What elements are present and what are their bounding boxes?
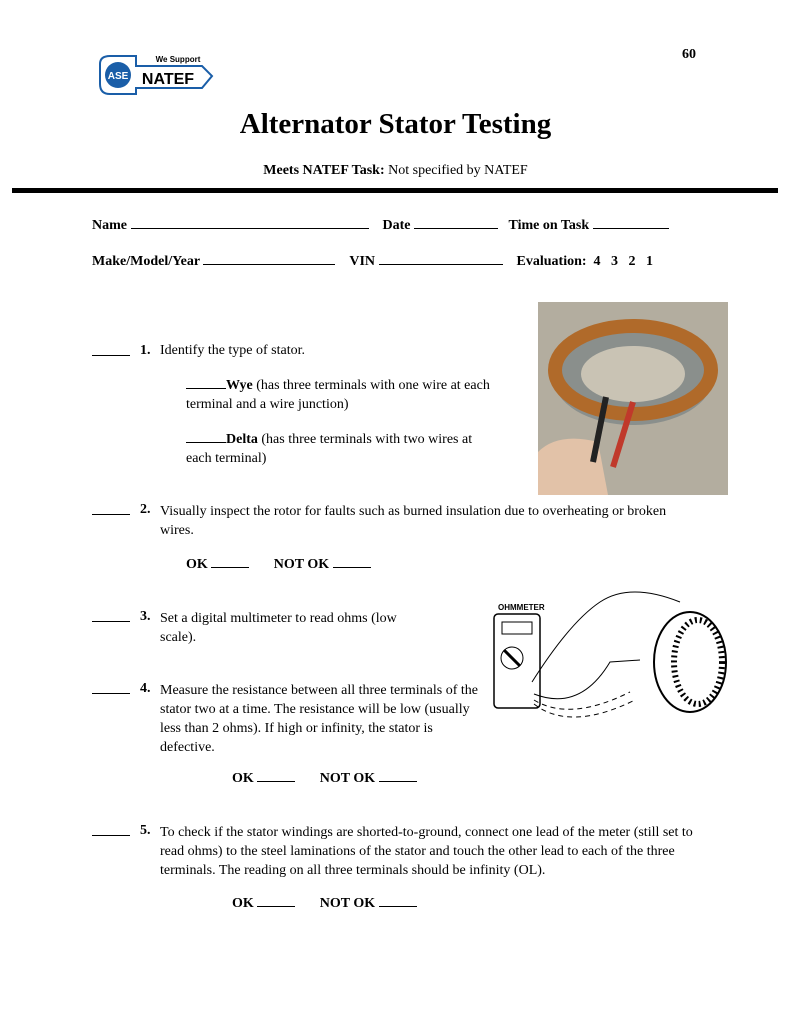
item-3-check[interactable] bbox=[92, 609, 130, 622]
score-2[interactable]: 2 bbox=[628, 254, 636, 269]
item-1-number: 1. bbox=[140, 343, 151, 358]
svg-text:We Support: We Support bbox=[155, 55, 201, 64]
ok-label: OK bbox=[232, 896, 254, 911]
item-2-text: Visually inspect the rotor for faults such as burned insulation due to overheating or broken wires. bbox=[160, 504, 667, 538]
make-field[interactable] bbox=[203, 252, 335, 265]
svg-text:NATEF: NATEF bbox=[141, 71, 195, 88]
item-3 bbox=[92, 609, 472, 645]
page-number: 60 bbox=[682, 47, 696, 62]
ok-check[interactable] bbox=[257, 769, 295, 782]
logo bbox=[96, 44, 216, 102]
not-ok-label: NOT OK bbox=[273, 557, 330, 572]
item-5-text: To check if the stator windings are shorted-to-ground, connect one lead of the meter (still set to read ohms) to the steel laminations of the stator and touch the other lead to each of the three terminals. The reading on all three terminals should be infinity (OL). bbox=[160, 825, 693, 878]
divider bbox=[12, 188, 778, 193]
task-label: Meets NATEF Task: bbox=[263, 163, 385, 178]
ok-check[interactable] bbox=[257, 894, 295, 907]
item-2-check[interactable] bbox=[92, 502, 130, 515]
header-row-1 bbox=[92, 216, 669, 234]
evaluation-label: Evaluation: bbox=[516, 254, 587, 269]
make-label: Make/Model/Year bbox=[92, 254, 200, 269]
date-field[interactable] bbox=[414, 216, 498, 229]
ok-label: OK bbox=[232, 771, 254, 786]
time-label: Time on Task bbox=[508, 218, 590, 233]
score-4[interactable]: 4 bbox=[593, 254, 601, 269]
ok-label: OK bbox=[186, 557, 208, 572]
delta-check[interactable] bbox=[186, 430, 226, 443]
name-label: Name bbox=[92, 218, 127, 233]
delta-desc: (has three terminals with two wires at each terminal) bbox=[186, 432, 473, 466]
not-ok-check[interactable] bbox=[333, 555, 371, 568]
item-3-text: Set a digital multimeter to read ohms (low scale). bbox=[160, 611, 397, 645]
item-2-number: 2. bbox=[140, 502, 151, 517]
delta-label: Delta bbox=[226, 432, 258, 447]
score-3[interactable]: 3 bbox=[611, 254, 619, 269]
not-ok-check[interactable] bbox=[379, 894, 417, 907]
task-value: Not specified by NATEF bbox=[388, 163, 528, 178]
vin-label: VIN bbox=[349, 254, 376, 269]
option-delta bbox=[186, 430, 496, 468]
date-label: Date bbox=[382, 218, 411, 233]
natef-task bbox=[0, 163, 791, 179]
not-ok-label: NOT OK bbox=[319, 896, 376, 911]
wye-label: Wye bbox=[226, 378, 253, 393]
item-3-number: 3. bbox=[140, 609, 151, 624]
score-1[interactable]: 1 bbox=[646, 254, 654, 269]
ohmmeter-diagram bbox=[490, 582, 740, 732]
svg-text:ASE: ASE bbox=[107, 71, 129, 82]
wye-check[interactable] bbox=[186, 376, 226, 389]
wye-desc: (has three terminals with one wire at each terminal and a wire junction) bbox=[186, 378, 490, 412]
item-2-result bbox=[186, 555, 371, 573]
stator-photo bbox=[538, 302, 728, 495]
item-1-text: Identify the type of stator. bbox=[160, 343, 306, 358]
ohmmeter-label: OHMMETER bbox=[498, 603, 545, 612]
item-4-text: Measure the resistance between all three terminals of the stator two at a time. The resistance will be low (usually less than 2 ohms). If high or infinity, the stator is defective. bbox=[160, 683, 478, 755]
item-5-check[interactable] bbox=[92, 823, 130, 836]
item-5-result bbox=[232, 894, 417, 912]
item-4 bbox=[92, 681, 492, 755]
item-4-number: 4. bbox=[140, 681, 151, 696]
vin-field[interactable] bbox=[379, 252, 503, 265]
page-title: Alternator Stator Testing bbox=[239, 108, 552, 140]
time-field[interactable] bbox=[593, 216, 669, 229]
item-1 bbox=[92, 343, 492, 361]
ok-check[interactable] bbox=[211, 555, 249, 568]
item-4-check[interactable] bbox=[92, 681, 130, 694]
not-ok-check[interactable] bbox=[379, 769, 417, 782]
name-field[interactable] bbox=[131, 216, 369, 229]
item-5 bbox=[92, 823, 712, 878]
not-ok-label: NOT OK bbox=[319, 771, 376, 786]
item-4-result bbox=[232, 769, 417, 787]
item-2 bbox=[92, 502, 692, 538]
item-1-check[interactable] bbox=[92, 343, 130, 356]
option-wye bbox=[186, 376, 506, 414]
header-row-2 bbox=[92, 252, 653, 270]
item-5-number: 5. bbox=[140, 823, 151, 838]
